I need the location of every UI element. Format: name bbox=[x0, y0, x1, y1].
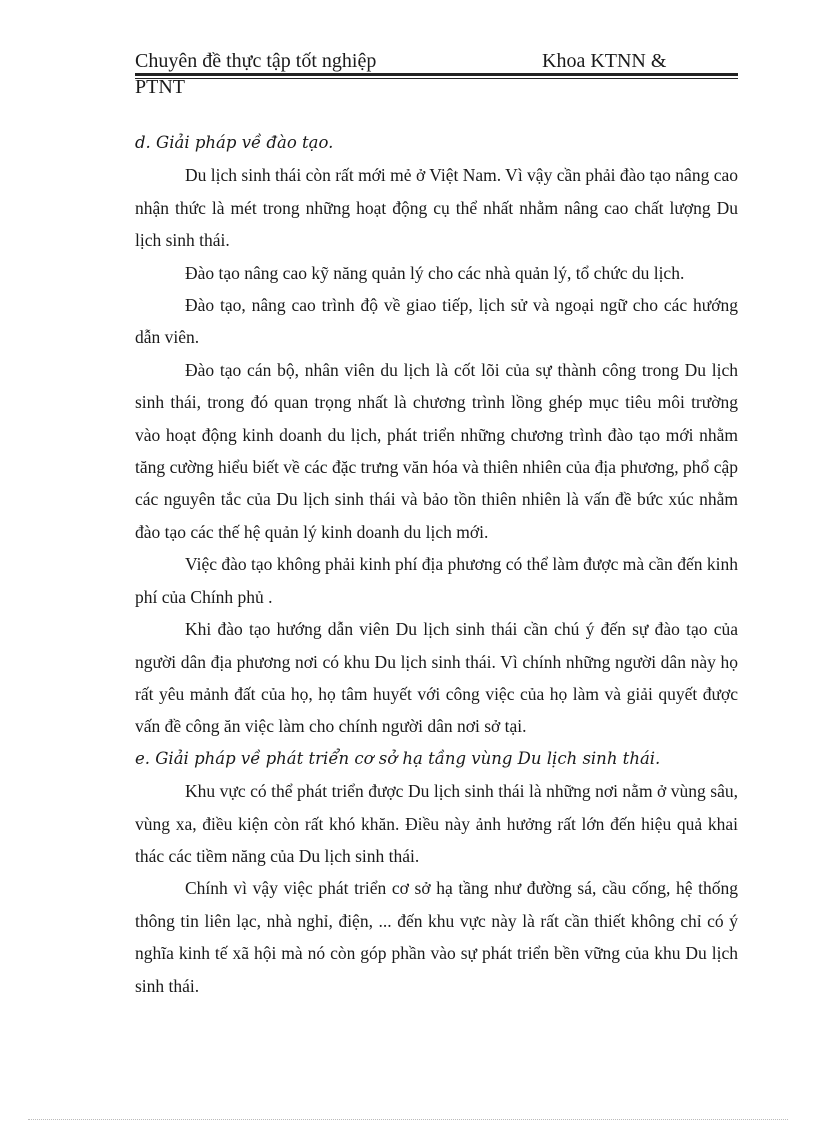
header-rule-thin bbox=[135, 78, 738, 79]
section-heading: d. Giải pháp về đào tạo. bbox=[135, 133, 334, 152]
paragraph: Khi đào tạo hướng dẫn viên Du lịch sinh thái cần chú ý đến sự đào tạo của người dân địa phương nơi có khu Du lịch sinh thái. Vì chính những người dân này họ rất yêu mảnh đất của họ, họ tâm huyết với công việc của họ làm và giải quyết được vấn đề công ăn việc làm cho chính người dân nơi sở tại. bbox=[135, 619, 738, 737]
paragraph: Việc đào tạo không phải kinh phí địa phương có thể làm được mà cần đến kinh phí của Chính phủ . bbox=[135, 554, 738, 607]
page-header bbox=[135, 50, 738, 96]
page-bottom-border bbox=[28, 1119, 788, 1120]
header-rule bbox=[135, 73, 738, 76]
header-title-wrap: PTNT bbox=[135, 76, 185, 98]
paragraph: Du lịch sinh thái còn rất mới mẻ ở Việt Nam. Vì vậy cần phải đào tạo nâng cao nhận thức là mét trong những hoạt động cụ thể nhất nhằm nâng cao chất lượng Du lịch sinh thái. bbox=[135, 165, 738, 251]
paragraph: Đào tạo, nâng cao trình độ về giao tiếp, lịch sử và ngoại ngữ cho các hướng dẫn viên. bbox=[135, 295, 738, 348]
paragraph: Đào tạo nâng cao kỹ năng quản lý cho các nhà quản lý, tổ chức du lịch. bbox=[185, 262, 685, 283]
paragraph: Đào tạo cán bộ, nhân viên du lịch là cốt lõi của sự thành công trong Du lịch sinh thái, trong đó quan trọng nhất là chương trình lồng ghép mục tiêu môi trường vào hoạt động kinh doanh du lịch, phát triển những chương trình đào tạo mới nhằm tăng cường hiểu biết về các đặc trưng văn hóa và thiên nhiên của địa phương, phổ cập các nguyên tắc của Du lịch sinh thái và bảo tồn thiên nhiên là vấn đề bức xúc nhằm đào tạo các thế hệ quản lý kinh doanh du lịch mới. bbox=[135, 359, 738, 542]
paragraph: Chính vì vậy việc phát triển cơ sở hạ tầng như đường sá, cầu cống, hệ thống thông tin liên lạc, nhà nghỉ, điện, ... đến khu vực này là rất cần thiết không chỉ có ý nghĩa kinh tế xã hội mà nó còn góp phần vào sự phát triển bền vững của khu Du lịch sinh thái. bbox=[135, 878, 738, 996]
section-heading: e. Giải pháp về phát triển cơ sở hạ tầng vùng Du lịch sinh thái. bbox=[135, 748, 661, 768]
header-title-left: Chuyên đề thực tập tốt nghiệp bbox=[135, 50, 377, 72]
document-body bbox=[135, 127, 738, 1002]
header-title-right: Khoa KTNN & bbox=[542, 50, 667, 72]
paragraph: Khu vực có thể phát triển được Du lịch sinh thái là những nơi nằm ở vùng sâu, vùng xa, điều kiện còn rất khó khăn. Điều này ảnh hưởng rất lớn đến hiệu quả khai thác các tiềm năng của Du lịch sinh thái. bbox=[135, 781, 738, 866]
